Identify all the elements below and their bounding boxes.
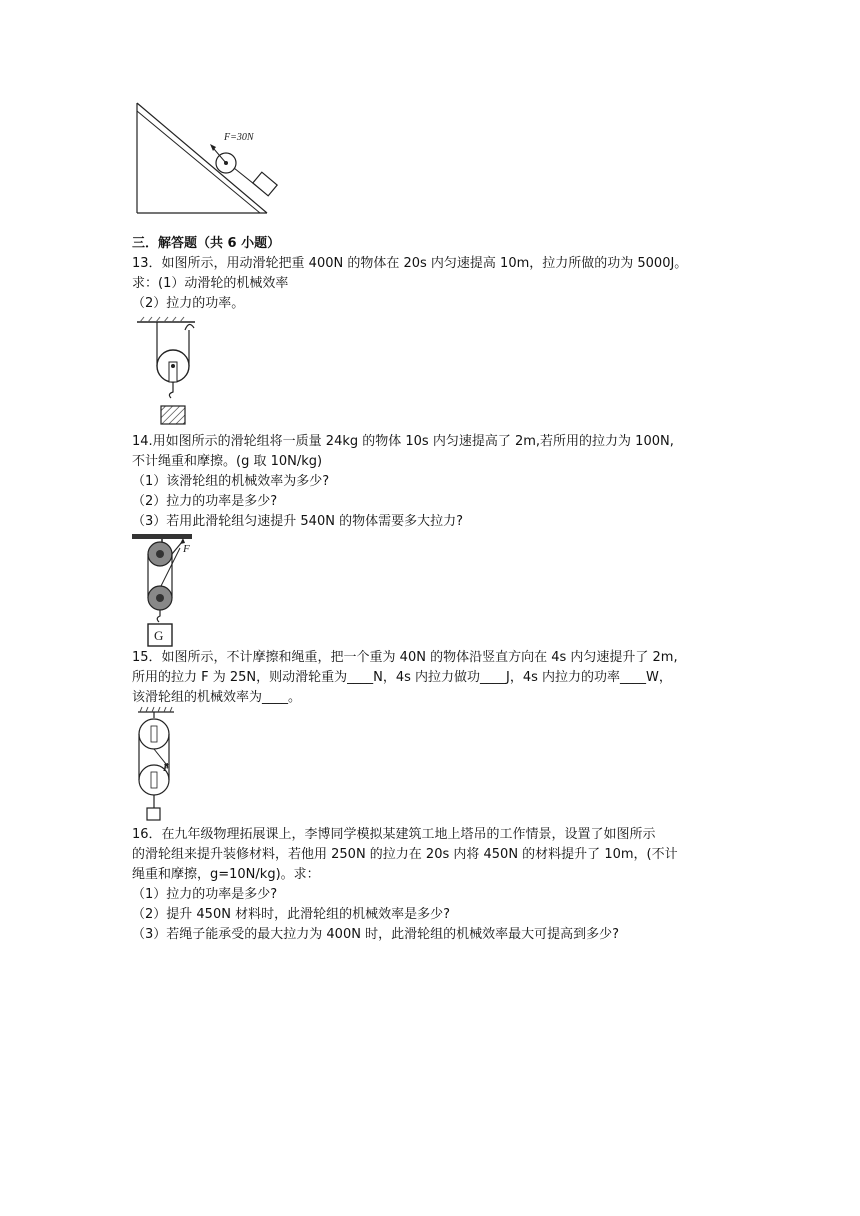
incline-force-label: F=30N	[224, 132, 254, 143]
q13-line-2: 求：(1）动滑轮的机械效率	[132, 276, 289, 291]
incline-figure	[130, 100, 290, 218]
q14-figure	[130, 532, 200, 650]
q16-line-2: 的滑轮组来提升装修材料，若他用 250N 的拉力在 20s 内将 450N 的材料提升了 10m，(不计	[132, 847, 678, 862]
q16-line-4: （1）拉力的功率是多少?	[132, 887, 278, 902]
q14-line-3: （1）该滑轮组的机械效率为多少?	[132, 474, 330, 489]
q13-line-1: 13．如图所示，用动滑轮把重 400N 的物体在 20s 内匀速提高 10m，拉力所做的功为 5000J。	[132, 256, 688, 271]
q15-line-2: 所用的拉力 F 为 25N，则动滑轮重为____N，4s 内拉力做功____J，4s 内拉力的功率____W，	[132, 670, 672, 685]
q15-force-label: F	[163, 763, 170, 774]
q14-line-2: 不计绳重和摩擦。(g 取 10N/kg)	[132, 454, 323, 469]
q16-line-1: 16．在九年级物理拓展课上，李博同学模拟某建筑工地上塔吊的工作情景，设置了如图所示	[132, 827, 656, 842]
q16-line-6: （3）若绳子能承受的最大拉力为 400N 时，此滑轮组的机械效率最大可提高到多少?	[132, 927, 619, 942]
q16-line-3: 绳重和摩擦，g=10N/kg)。求：	[132, 867, 320, 882]
q14-line-1: 14.用如图所示的滑轮组将一质量 24kg 的物体 10s 内匀速提高了 2m,若所用的拉力为 100N,	[132, 434, 674, 449]
section-heading: 三．解答题（共 6 小题）	[132, 236, 281, 251]
q13-line-3: （2）拉力的功率。	[132, 296, 245, 311]
q14-weight-label: G	[154, 628, 164, 643]
q16-line-5: （2）提升 450N 材料时，此滑轮组的机械效率是多少?	[132, 907, 450, 922]
q15-figure	[130, 706, 190, 822]
q14-line-5: （3）若用此滑轮组匀速提升 540N 的物体需要多大拉力?	[132, 514, 463, 529]
q14-line-4: （2）拉力的功率是多少?	[132, 494, 278, 509]
q14-force-label: F	[183, 543, 190, 555]
q15-line-1: 15．如图所示，不计摩擦和绳重，把一个重为 40N 的物体沿竖直方向在 4s 内匀速提升了 2m,	[132, 650, 678, 665]
q13-figure	[135, 316, 201, 428]
q15-line-3: 该滑轮组的机械效率为____。	[132, 690, 302, 705]
